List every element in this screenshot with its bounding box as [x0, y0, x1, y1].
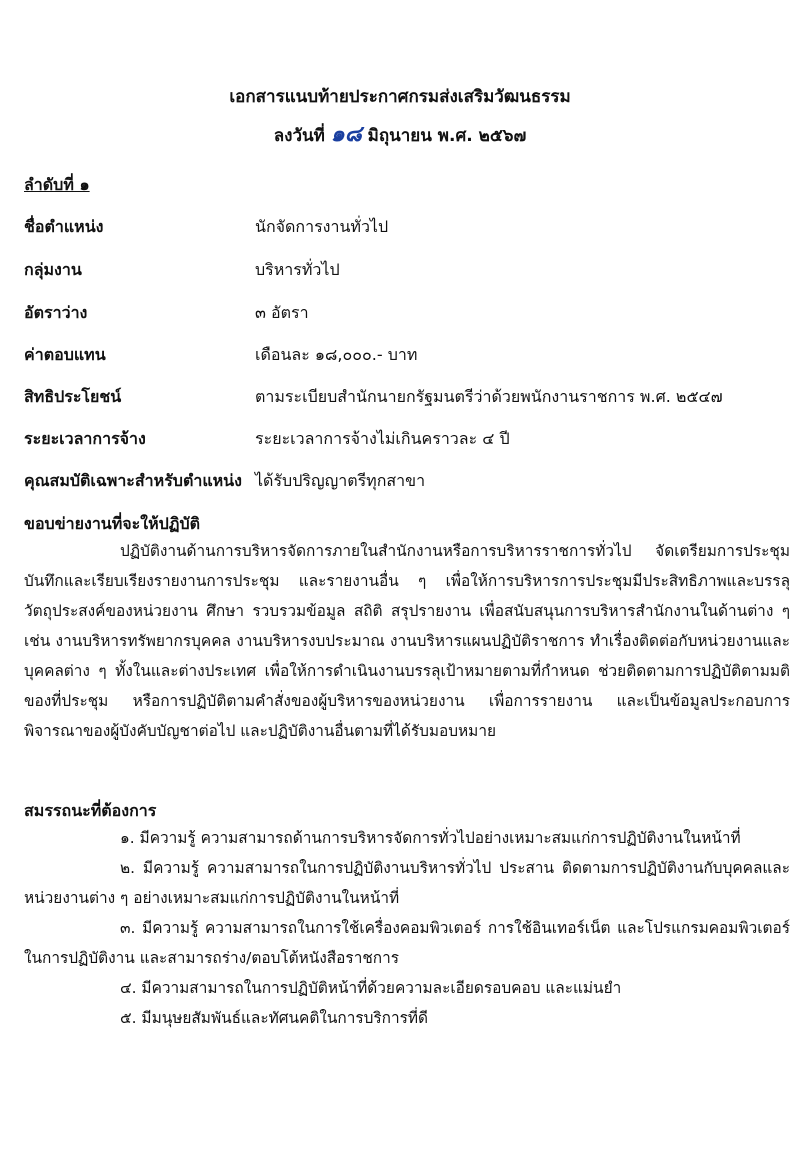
competency-item: ๒. มีความรู้ ความสามารถในการปฏิบัติงานบริหารทั่วไป ประสาน ติดตามการปฏิบัติงานกับบุคคลและหน่วยงานต่าง ๆ อย่างเหมาะสมแก่การปฏิบัติงานในหน้าที่: [24, 859, 790, 907]
field-value-salary: เดือนละ ๑๘,๐๐๐.- บาท: [255, 345, 418, 364]
competency-item: ๔. มีความสามารถในการปฏิบัติหน้าที่ด้วยความละเอียดรอบคอบ และแม่นยำ: [120, 979, 622, 997]
field-label-qualification: คุณสมบัติเฉพาะสำหรับตำแหน่ง: [24, 471, 242, 490]
field-value-term: ระยะเวลาการจ้างไม่เกินคราวละ ๔ ปี: [255, 429, 510, 448]
competency-item: ๓. มีความรู้ ความสามารถในการใช้เครื่องคอมพิวเตอร์ การใช้อินเทอร์เน็ต และโปรแกรมคอมพิวเตอร์ในการปฏิบัติงาน และสามารถร่าง/ตอบโต้หนังสือราชการ: [24, 919, 790, 967]
field-value-title: นักจัดการงานทั่วไป: [255, 217, 389, 236]
competency-item: ๕. มีมนุษยสัมพันธ์และทัศนคติในการบริการที่ดี: [120, 1009, 429, 1027]
field-value-benefits: ตามระเบียบสำนักนายกรัฐมนตรีว่าด้วยพนักงานราชการ พ.ศ. ๒๕๔๗: [255, 387, 723, 406]
field-label-vacancy: อัตราว่าง: [24, 303, 88, 322]
order-label: ลำดับที่ ๑: [24, 175, 90, 194]
field-label-salary: ค่าตอบแทน: [24, 345, 106, 364]
field-value-qualification: ได้รับปริญญาตรีทุกสาขา: [255, 471, 426, 490]
scope-heading: ขอบข่ายงานที่จะให้ปฏิบัติ: [24, 514, 201, 533]
document-title: เอกสารแนบท้ายประกาศกรมส่งเสริมวัฒนธรรม: [229, 87, 571, 107]
field-value-group: บริหารทั่วไป: [255, 260, 340, 279]
date-prefix: ลงวันที่: [273, 126, 325, 146]
field-label-group: กลุ่มงาน: [24, 260, 82, 279]
field-label-benefits: สิทธิประโยชน์: [24, 387, 122, 406]
field-label-term: ระยะเวลาการจ้าง: [24, 429, 146, 448]
field-label-title: ชื่อตำแหน่ง: [24, 217, 104, 236]
competencies-heading: สมรรถนะที่ต้องการ: [24, 801, 157, 820]
date-day: ๑๘: [330, 121, 362, 147]
scope-paragraph: ปฏิบัติงานด้านการบริหารจัดการภายในสำนักงานหรือการบริหารราชการทั่วไป จัดเตรียมการประชุม บันทึกและเรียบเรียงรายงานการประชุม และรายงานอื่น ๆ เพื่อให้การบริหารการประชุมมีประสิทธิภาพและบรรลุวัตถุประสงค์ของหน่วยงาน ศึกษา รวบรวมข้อมูล สถิติ สรุปรายงาน เพื่อสนับสนุนการบริหารสำนักงานในด้านต่าง ๆ เช่น งานบริหารทรัพยากรบุคคล งานบริหารงบประมาณ งานบริหารแผนปฏิบัติราชการ ทำเรื่องติดต่อกับหน่วยงานและบุคคลต่าง ๆ ทั้งในและต่างประเทศ เพื่อให้การดำเนินงานบรรลุเป้าหมายตามที่กำหนด ช่วยติดตามการปฏิบัติตามมติของที่ประชุม หรือการปฏิบัติตามคำสั่งของผู้บริหารของหน่วยงาน เพื่อการรายงาน และเป็นข้อมูลประกอบการพิจารณาของผู้บังคับบัญชาต่อไป และปฏิบัติงานอื่นตามที่ได้รับมอบหมาย: [24, 542, 790, 740]
field-value-vacancy: ๓ อัตรา: [255, 303, 309, 322]
date-rest: มิถุนายน พ.ศ. ๒๕๖๗: [367, 126, 527, 146]
competency-item: ๑. มีความรู้ ความสามารถด้านการบริหารจัดการทั่วไปอย่างเหมาะสมแก่การปฏิบัติงานในหน้าที่: [120, 829, 741, 847]
document-date: [0, 116, 800, 151]
competencies-list: [24, 823, 790, 1033]
